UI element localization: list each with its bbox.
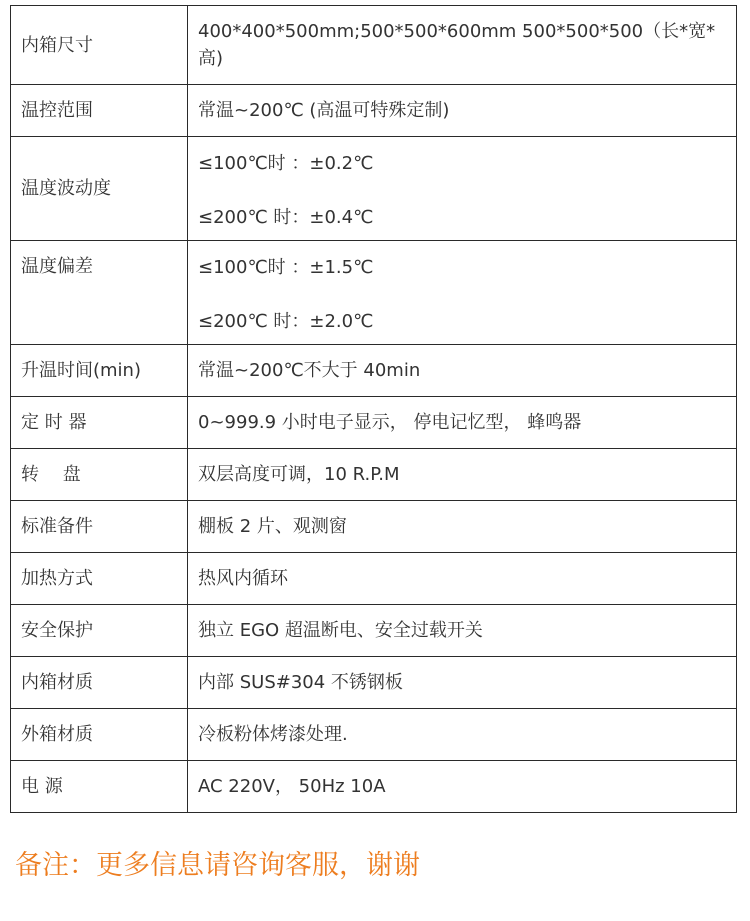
spec-row-standard-parts bbox=[11, 501, 737, 553]
spec-value-line: ≤200℃ 时：±2.0℃ bbox=[198, 311, 374, 332]
spec-row-turntable bbox=[11, 449, 737, 501]
spec-value-line: ≤200℃ 时：±0.4℃ bbox=[198, 207, 374, 228]
spec-label: 外箱材质 bbox=[11, 709, 188, 761]
spec-value: 常温~200℃ (高温可特殊定制) bbox=[188, 85, 737, 137]
footnote: 备注：更多信息请咨询客服，谢谢 bbox=[15, 850, 420, 881]
spec-value: 独立 EGO 超温断电、安全过载开关 bbox=[188, 605, 737, 657]
spec-row-temp-fluctuation bbox=[11, 137, 737, 241]
spec-row-inner-size bbox=[11, 6, 737, 85]
spec-row-inner-material bbox=[11, 657, 737, 709]
spec-value: AC 220V， 50Hz 10A bbox=[188, 761, 737, 813]
spec-value: 热风内循环 bbox=[188, 553, 737, 605]
spec-row-safety bbox=[11, 605, 737, 657]
spec-table bbox=[10, 5, 737, 813]
spec-row-heating-time bbox=[11, 345, 737, 397]
spec-value bbox=[188, 137, 737, 241]
spec-row-power bbox=[11, 761, 737, 813]
spec-value-line: ≤100℃时 ：±1.5℃ bbox=[198, 257, 374, 278]
spec-label: 转 盘 bbox=[11, 449, 188, 501]
spec-value: 400*400*500mm;500*500*600mm 500*500*500（长*宽*高) bbox=[188, 6, 737, 85]
spec-label: 温度波动度 bbox=[11, 137, 188, 241]
spec-value: 双层高度可调，10 R.P.M bbox=[188, 449, 737, 501]
spec-row-heating-method bbox=[11, 553, 737, 605]
spec-label: 升温时间(min) bbox=[11, 345, 188, 397]
spec-row-outer-material bbox=[11, 709, 737, 761]
spec-value: 内部 SUS#304 不锈钢板 bbox=[188, 657, 737, 709]
spec-label: 温度偏差 bbox=[11, 241, 188, 345]
spec-row-timer bbox=[11, 397, 737, 449]
spec-row-temp-deviation bbox=[11, 241, 737, 345]
spec-label: 内箱材质 bbox=[11, 657, 188, 709]
spec-label: 标准备件 bbox=[11, 501, 188, 553]
spec-label: 温控范围 bbox=[11, 85, 188, 137]
spec-row-temp-range bbox=[11, 85, 737, 137]
spec-value: 冷板粉体烤漆处理. bbox=[188, 709, 737, 761]
spec-label: 安全保护 bbox=[11, 605, 188, 657]
spec-value-line: ≤100℃时 ：±0.2℃ bbox=[198, 153, 374, 174]
spec-value bbox=[188, 241, 737, 345]
spec-label: 电 源 bbox=[11, 761, 188, 813]
spec-value: 棚板 2 片、观测窗 bbox=[188, 501, 737, 553]
spec-value: 常温~200℃不大于 40min bbox=[188, 345, 737, 397]
spec-label: 定 时 器 bbox=[11, 397, 188, 449]
spec-label: 加热方式 bbox=[11, 553, 188, 605]
spec-value: 0~999.9 小时电子显示， 停电记忆型， 蜂鸣器 bbox=[188, 397, 737, 449]
spec-label: 内箱尺寸 bbox=[11, 6, 188, 85]
